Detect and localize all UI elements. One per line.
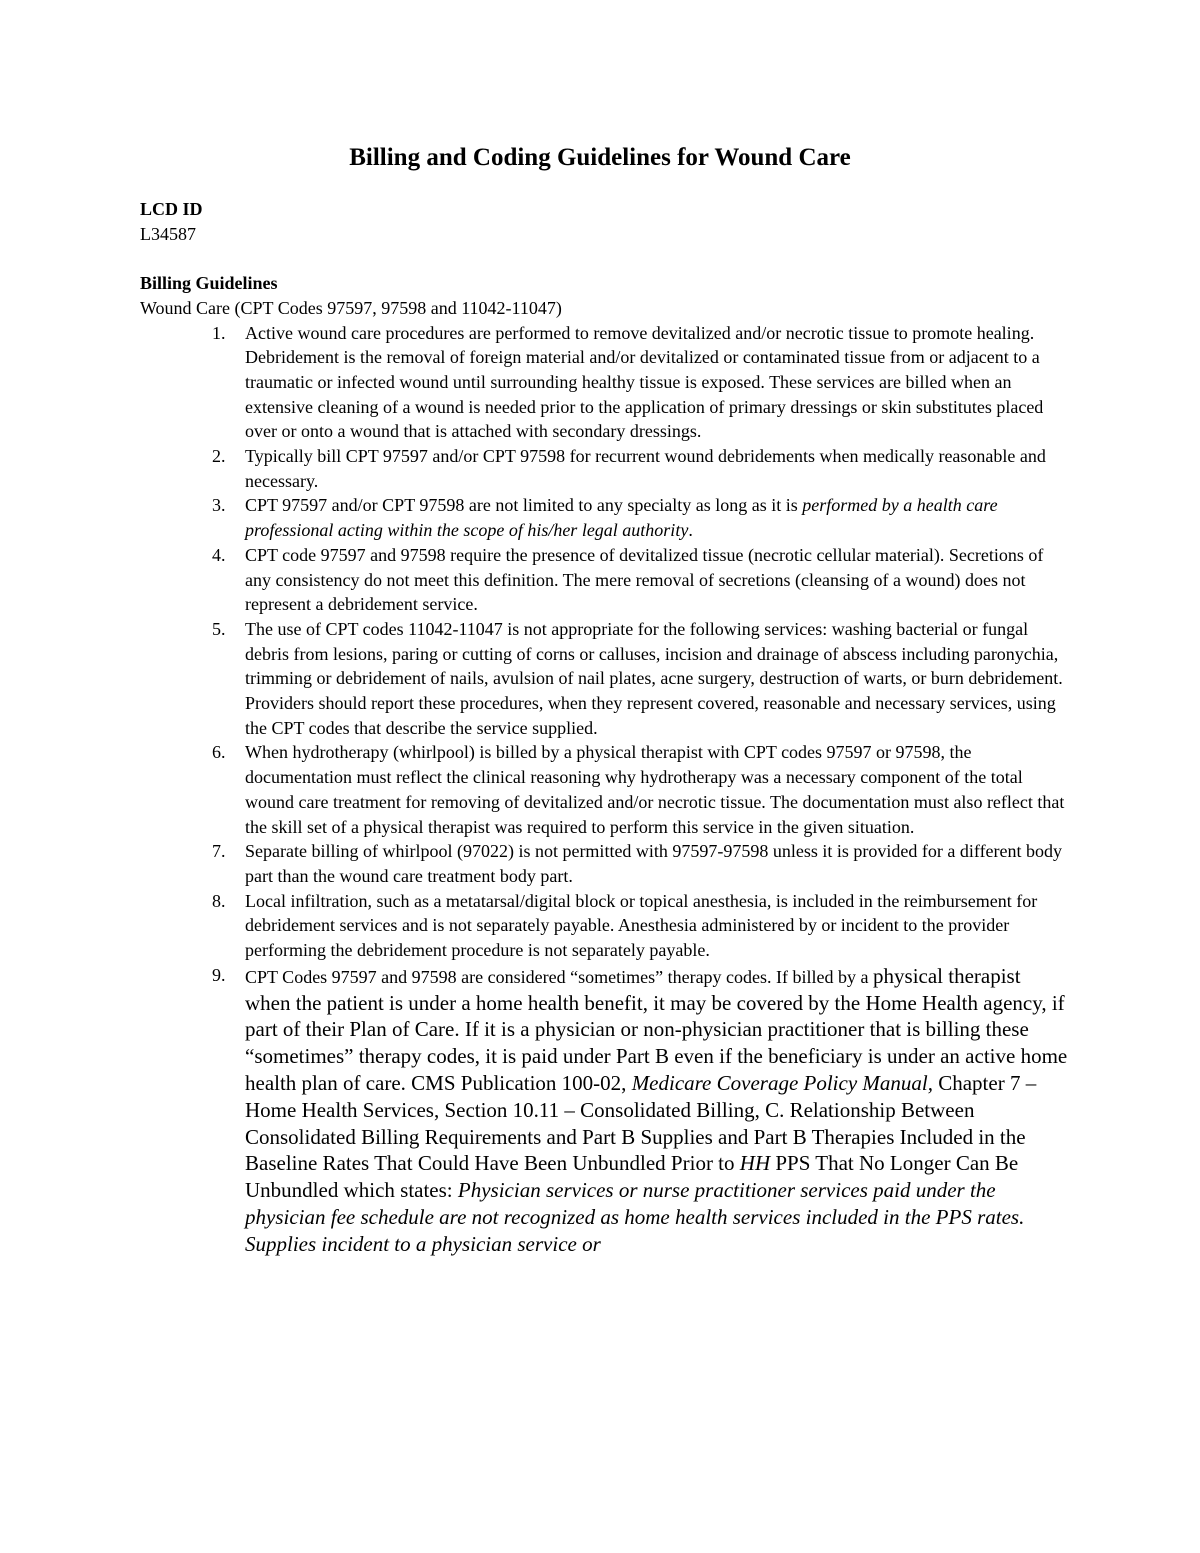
document-body [140,197,1070,1258]
list-item-text: Chapter 7 – Home Health Services, Section 10.11 – Consolidated Billing, C. Relationship Between Consolidated Billing Requirements and Part B Supplies and Part B Therapies Included in the Baseline Rates That Could Have Been Unbundled Prior to [245,1070,1037,1176]
list-item [140,444,1070,493]
list-item-text: Typically bill CPT 97597 and/or CPT 97598 for recurrent wound debridements when medically reasonable and necessary. [245,446,1046,491]
list-item-italic-quote: Physician services or nurse practitioner services paid under the physician fee schedule are not recognized as home health services included in the PPS rates. Supplies incident to a physician service or [245,1178,1025,1256]
billing-guidelines-heading: Billing Guidelines [140,273,278,294]
list-item-italic-text: Medicare Coverage Policy Manual, [631,1070,933,1095]
list-item-text: physical therapist when the patient is under a home health benefit, it may be covered by the Home Health agency, if part of their Plan of Care. If it is a physician or non-physician practitioner that is billing these “sometimes” therapy codes, it is paid under Part B even if the beneficiary is under an active home health plan of care. CMS Publication 100-02, [245,963,1068,1095]
list-item [140,889,1070,963]
list-item [140,543,1070,617]
list-item-number: 4. [212,544,226,565]
lcd-id-value: L34587 [140,223,196,244]
list-item-number: 7. [212,841,226,862]
list-item-number: 3. [212,495,226,516]
list-item [140,617,1070,741]
guidelines-list [140,321,1070,1258]
list-item-italic-text: performed by a health care professional acting within the scope of his/her legal authority [245,495,998,541]
list-item-number: 9. [212,964,226,985]
list-item-text: Separate billing of whirlpool (97022) is not permitted with 97597-97598 unless it is provided for a different body part than the wound care treatment body part. [245,841,1063,886]
spacer [140,246,1070,271]
list-item-text: The use of CPT codes 11042-11047 is not appropriate for the following services: washing bacterial or fungal debris from lesions, paring or cutting of corns or calluses, incision and drainage of abscess including paronychia, trimming or debridement of nails, avulsion of nail plates, acne surgery, destruction of warts, or burn debridement. Providers should report these procedures, when they represent covered, reasonable and necessary services, using the CPT codes that describe the service supplied. [245,618,1063,738]
lcd-id-label: LCD ID [140,199,203,219]
list-item-text: . [688,520,693,541]
list-item-number: 1. [212,322,226,343]
list-item [140,963,1070,1258]
list-item-text: PPS That No Longer Can Be Unbundled which states: [245,1151,1019,1203]
list-item [140,839,1070,888]
list-item-text: Local infiltration, such as a metatarsal/digital block or topical anesthesia, is included in the reimbursement for debridement services and is not separately payable. Anesthesia administered by or incident to the provider performing the debridement procedure is not separately payable. [245,890,1038,961]
list-item-text: CPT 97597 and/or CPT 97598 are not limited to any specialty as long as it is [245,495,803,516]
list-item-text: CPT code 97597 and 97598 require the presence of devitalized tissue (necrotic cellular material). Secretions of any consistency do not meet this definition. The mere removal of secretions (cleansing of a wound) does not represent a debridement service. [245,544,1044,615]
list-item-number: 5. [212,618,226,639]
page-title: Billing and Coding Guidelines for Wound Care [349,144,851,171]
list-item [140,740,1070,839]
list-item [140,321,1070,445]
list-item-number: 8. [212,890,226,911]
list-item-text: When hydrotherapy (whirlpool) is billed by a physical therapist with CPT codes 97597 or 97598, the documentation must reflect the clinical reasoning why hydrotherapy was a necessary component of the total wound care treatment for removing of devitalized and/or necrotic tissue. The documentation must also reflect that the skill set of a physical therapist was required to perform this service in the given situation. [245,742,1065,837]
wound-care-subheading: Wound Care (CPT Codes 97597, 97598 and 11042-11047) [140,297,562,318]
list-item-text-large [245,964,1067,1256]
list-item-number: 2. [212,446,226,467]
list-item-text: CPT Codes 97597 and 97598 are considered “sometimes” therapy codes. If billed by a [245,966,874,987]
list-item [140,493,1070,542]
list-item-number: 6. [212,742,226,763]
list-item-text: Active wound care procedures are performed to remove devitalized and/or necrotic tissue to promote healing. Debridement is the removal of foreign material and/or devitalized or contaminated tissue from or adjacent to a traumatic or infected wound until surrounding healthy tissue is exposed. These services are billed when an extensive cleaning of a wound is needed prior to the application of primary dressings or skin substitutes placed over or onto a wound that is attached with secondary dressings. [245,322,1044,442]
list-item-italic-text: HH [739,1151,771,1176]
